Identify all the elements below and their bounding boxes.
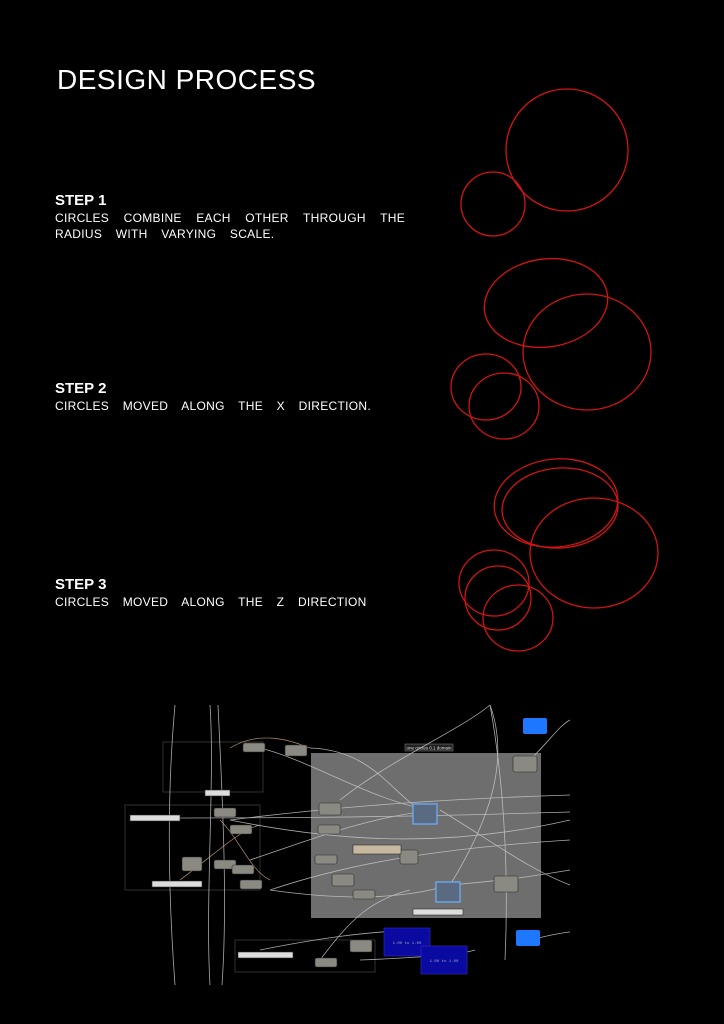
step-1-heading: STEP 1 (55, 192, 107, 209)
node[interactable] (332, 874, 354, 886)
node[interactable] (353, 890, 375, 899)
step-1-circles (461, 89, 628, 236)
output-node[interactable] (523, 718, 547, 734)
node[interactable] (315, 958, 337, 967)
node[interactable] (243, 743, 265, 752)
large-ellipse (530, 498, 658, 608)
selected-node[interactable] (413, 804, 437, 824)
step-2-description: CIRCLES MOVED ALONG THE X DIRECTION. (55, 399, 371, 413)
lower-circle (483, 585, 553, 651)
panel-text: 1.00 to 1.00 (392, 942, 422, 946)
slider[interactable] (205, 790, 230, 796)
slider[interactable] (130, 815, 180, 821)
large-circle (506, 89, 628, 211)
node[interactable] (182, 857, 202, 871)
mid-circle (465, 566, 531, 630)
node[interactable] (318, 825, 340, 834)
left-circle (451, 354, 521, 420)
node[interactable] (513, 756, 537, 772)
step-1-description: CIRCLES COMBINE EACH OTHER THROUGH THE RADIUS WITH VARYING SCALE. (55, 211, 405, 241)
lower-circle (469, 373, 539, 439)
node[interactable] (214, 808, 236, 817)
node-graph (110, 700, 580, 990)
slider[interactable] (238, 952, 293, 958)
upper-ellipse (478, 251, 613, 355)
step-2-circles (451, 251, 651, 439)
slider[interactable] (413, 909, 463, 915)
slider[interactable] (152, 881, 202, 887)
left-circle (459, 550, 529, 616)
node[interactable] (315, 855, 337, 864)
upper-ellipse-2 (499, 464, 620, 552)
page-title: DESIGN PROCESS (57, 64, 317, 95)
group-label: one circles 0.1 domain (406, 745, 452, 751)
step-3 (55, 576, 405, 610)
node[interactable] (350, 940, 372, 952)
large-ellipse (523, 294, 651, 410)
slider[interactable] (353, 845, 401, 854)
node[interactable] (240, 880, 262, 889)
step-2-heading: STEP 2 (55, 380, 107, 397)
node[interactable] (285, 745, 307, 756)
step-3-circles (459, 453, 658, 651)
step-1 (55, 192, 405, 242)
node[interactable] (400, 850, 418, 864)
node[interactable] (494, 876, 518, 892)
output-node[interactable] (516, 930, 540, 946)
selected-node[interactable] (436, 882, 460, 902)
panel-text: 1.00 to 1.00 (429, 960, 459, 964)
step-3-heading: STEP 3 (55, 576, 107, 593)
node[interactable] (319, 803, 341, 815)
step-3-description: CIRCLES MOVED ALONG THE Z DIRECTION (55, 595, 367, 609)
small-circle (461, 172, 525, 236)
circle-diagrams (430, 80, 690, 660)
node[interactable] (232, 865, 254, 874)
node[interactable] (230, 825, 252, 834)
step-2 (55, 380, 405, 414)
